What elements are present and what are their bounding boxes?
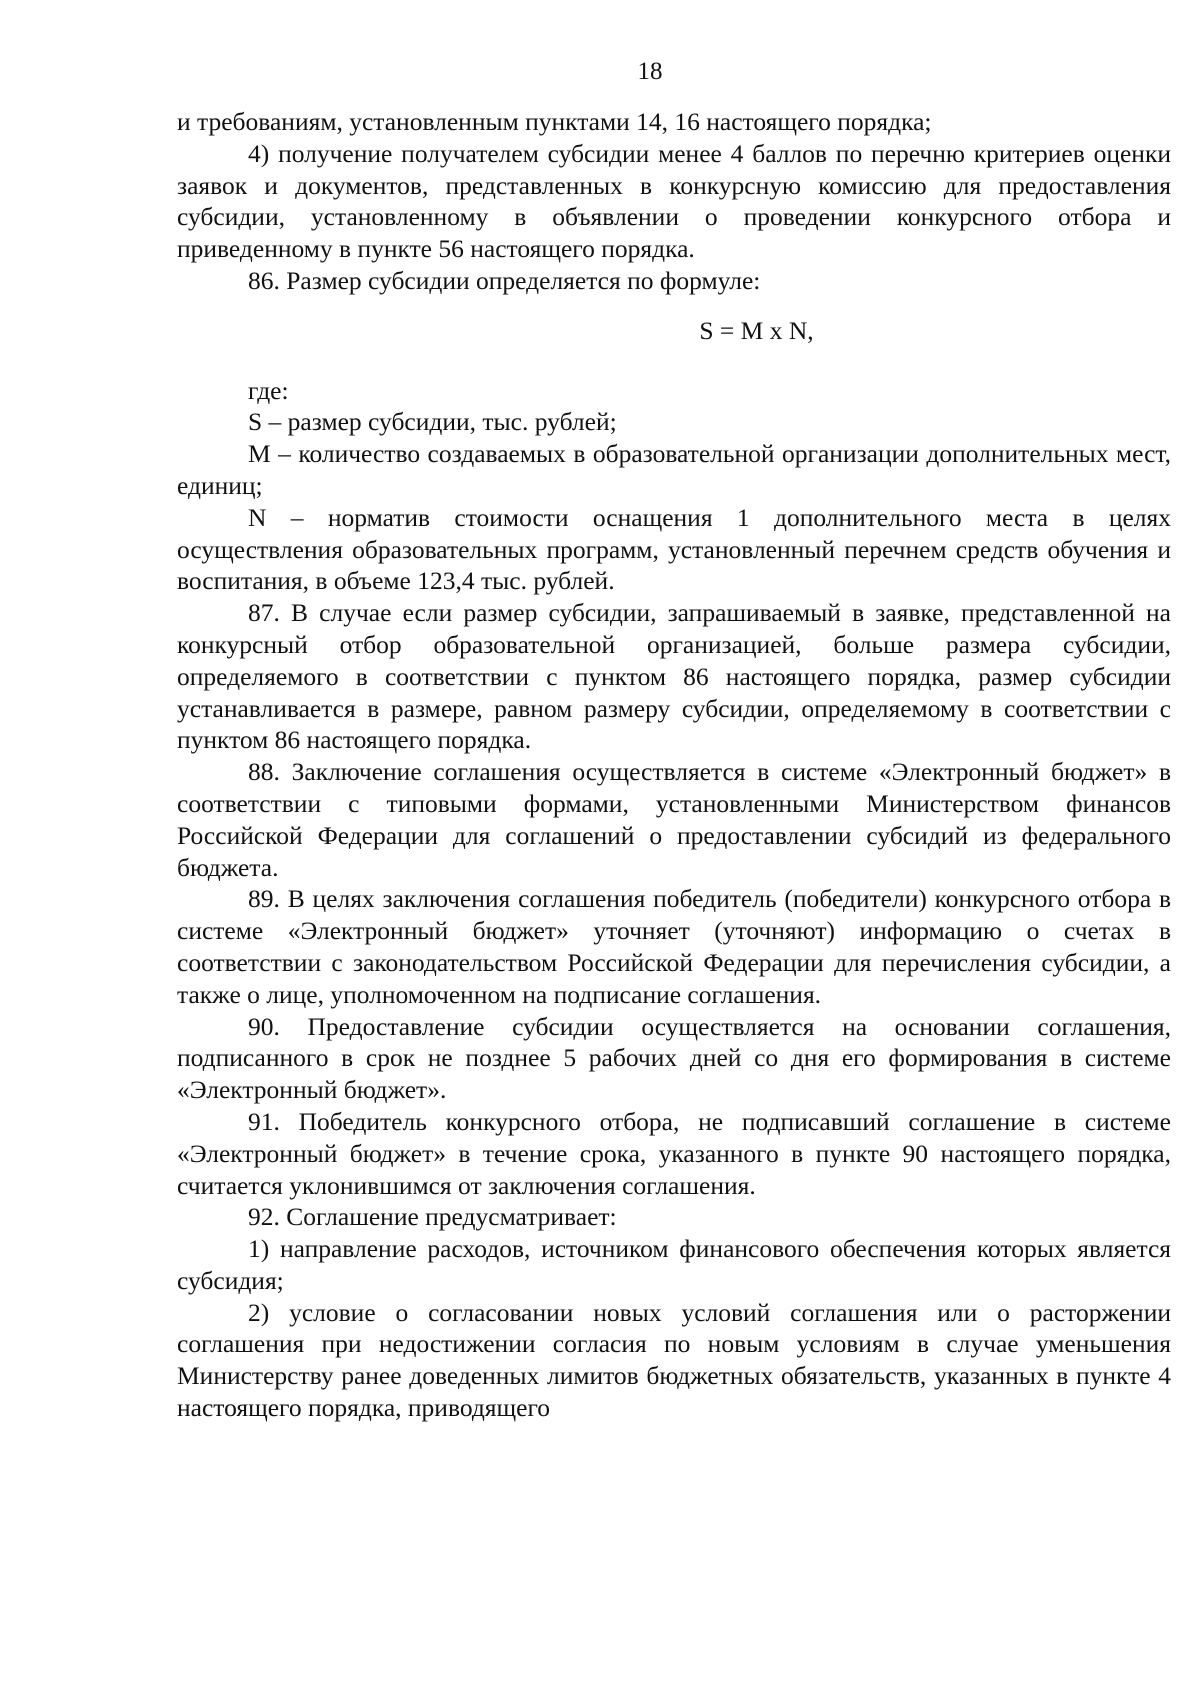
paragraph-86: 86. Размер субсидии определяется по формуле: — [248, 265, 761, 295]
paragraph-continuation: и требованиям, установленным пунктами 14, 16 настоящего порядка; — [177, 107, 932, 136]
paragraph-n-definition: N – норматив стоимости оснащения 1 дополнительного места в целях осуществления образовательных программ, установленный перечнем средств обучения и воспитания, в объеме 123,4 тыс. рублей. — [177, 502, 1171, 596]
page-number: 18 — [637, 58, 663, 85]
paragraph-92: 92. Соглашение предусматривает: — [248, 1202, 617, 1232]
paragraph-92-item-2: 2) условие о согласовании новых условий соглашения или о расторжении соглашения при недостижении согласия по новым условиям в случае уменьшения Министерству ранее доведенных лимитов бюджетных обязательств, указанных в пункте 4 настоящего порядка, приводящего — [177, 1297, 1171, 1423]
document-body — [177, 106, 1171, 1424]
paragraph-89: 89. В целях заключения соглашения победитель (победители) конкурсного отбора в системе «Электронный бюджет» уточняет (уточняют) информацию о счетах в соответствии с законодательством Российской Федерации для перечисления субсидии, а также о лице, уполномоченном на подписание соглашения. — [177, 884, 1171, 1009]
paragraph-87: 87. В случае если размер субсидии, запрашиваемый в заявке, представленной на конкурсный отбор образовательной организацией, больше размера субсидии, определяемого в соответствии с пунктом 86 настоящего порядка, размер субсидии устанавливается в размере, равном размеру субсидии, определяемому в соответствии с пунктом 86 настоящего порядка. — [177, 598, 1171, 755]
paragraph-88: 88. Заключение соглашения осуществляется в системе «Электронный бюджет» в соответствии с типовыми формами, установленными Министерством финансов Российской Федерации для соглашений о предоставлении субсидий из федерального бюджета. — [177, 757, 1171, 882]
paragraph-m-definition: М – количество создаваемых в образовательной организации дополнительных мест, единиц; — [177, 439, 1171, 500]
subsidy-formula: S = M x N, — [699, 315, 814, 345]
paragraph-92-item-1: 1) направление расходов, источником финансового обеспечения которых является субсидия; — [177, 1234, 1171, 1295]
paragraph-where: где: — [248, 375, 289, 405]
paragraph-item-4: 4) получение получателем субсидии менее 4 баллов по перечню критериев оценки заявок и документов, представленных в конкурсную комиссию для предоставления субсидии, установленному в объявлении о проведении конкурсного отбора и приведенному в пункте 56 настоящего порядка. — [177, 138, 1171, 264]
paragraph-s-definition: S – размер субсидии, тыс. рублей; — [248, 407, 617, 437]
paragraph-90: 90. Предоставление субсидии осуществляется на основании соглашения, подписанного в срок не позднее 5 рабочих дней со дня его формирования в системе «Электронный бюджет». — [177, 1011, 1171, 1105]
paragraph-91: 91. Победитель конкурсного отбора, не подписавший соглашение в системе «Электронный бюджет» в течение срока, указанного в пункте 90 настоящего порядка, считается уклонившимся от заключения соглашения. — [177, 1106, 1171, 1200]
